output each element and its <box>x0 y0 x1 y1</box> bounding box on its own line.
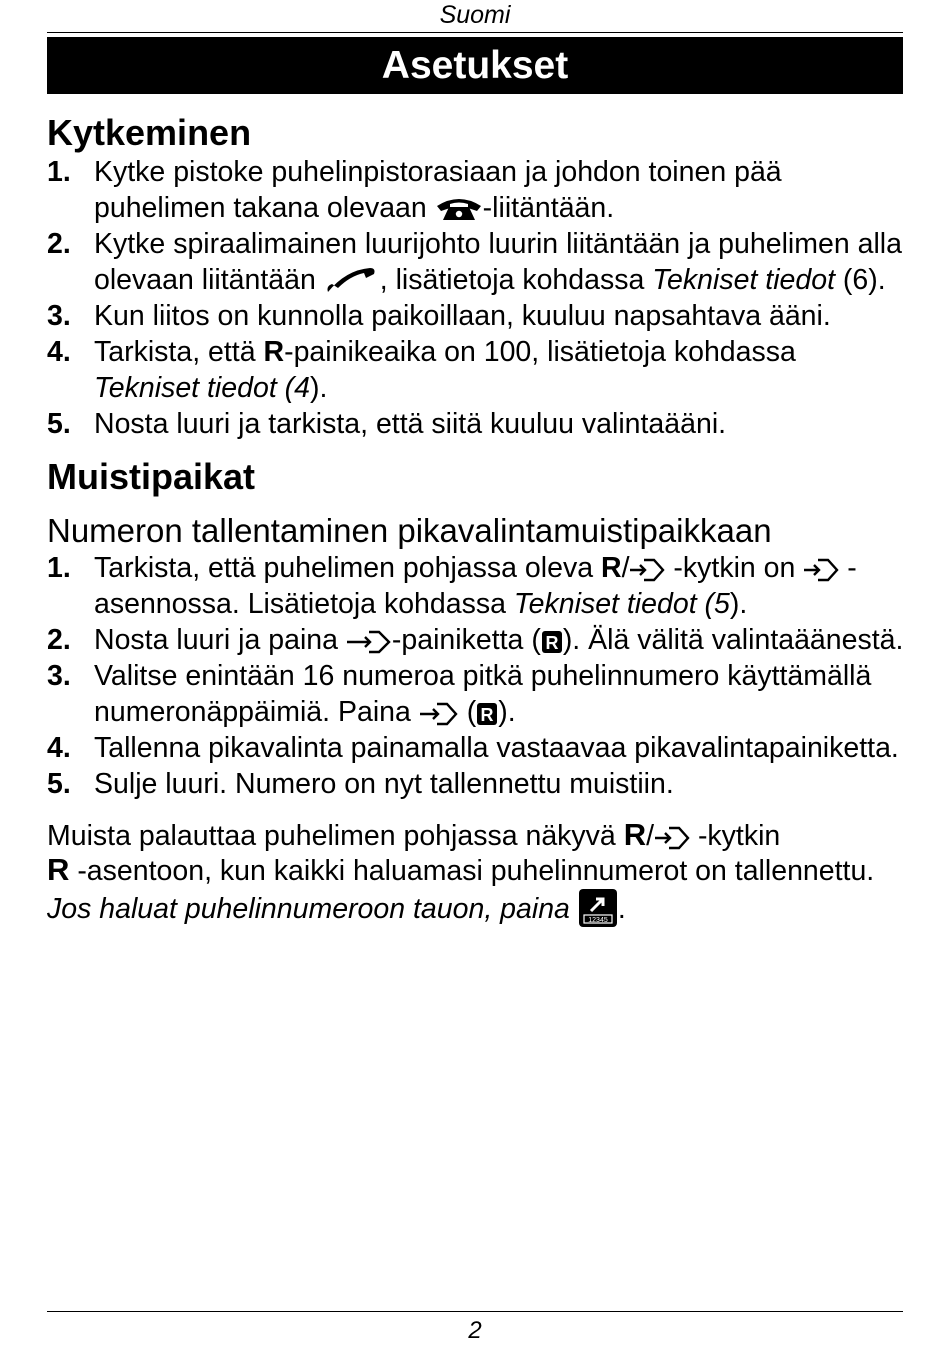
memory-store-icon <box>629 558 665 582</box>
r-key-icon <box>476 702 498 726</box>
muistipaikat-steps <box>47 550 907 802</box>
list-item <box>47 154 907 226</box>
step-number: 1. <box>47 156 71 188</box>
step-text-part: Kytke pistoke puhelinpistorasiaan ja johdon toinen pää puhelimen takana olevaan <box>94 156 782 224</box>
note-text: Jos haluat puhelinnumeroon tauon, paina <box>47 893 570 925</box>
note-text: Muista palauttaa puhelimen pohjassa näkyvä <box>47 820 616 852</box>
step-number: 2. <box>47 228 71 260</box>
list-item <box>47 622 907 658</box>
r-key-label: R <box>480 705 494 725</box>
kytkeminen-steps <box>47 154 907 442</box>
step-text <box>94 622 907 658</box>
list-item <box>47 766 907 802</box>
step-text-part: , lisätietoja kohdassa <box>379 264 645 296</box>
note-text: -kytkin <box>697 820 781 852</box>
step-text <box>94 226 907 298</box>
r-key-label: R <box>47 852 70 887</box>
handset-icon <box>324 268 380 294</box>
step-text-part: -asennossa. Lisätietoja kohdassa <box>94 552 857 620</box>
step-text-part: -painiketta ( <box>391 624 541 656</box>
step-text: Kun liitos on kunnolla paikoillaan, kuuluu napsahtava ääni. <box>94 300 831 332</box>
list-item <box>47 406 907 442</box>
reminder-note <box>47 818 907 888</box>
r-key-label: R <box>263 336 285 368</box>
telephone-icon <box>435 196 483 222</box>
step-text <box>94 658 907 730</box>
memory-store-icon <box>419 702 459 726</box>
reference-link: Tekniset tiedot (4 <box>94 372 310 404</box>
step-number: 4. <box>47 336 71 368</box>
step-text <box>94 334 907 406</box>
step-text-part: ). <box>310 372 328 404</box>
step-number: 4. <box>47 732 71 764</box>
step-text-part: Kytke spiraalimainen luurijohto luurin liitäntään ja puhelimen alla olevaan liitäntään <box>94 228 902 296</box>
section-heading-kytkeminen: Kytkeminen <box>47 112 252 153</box>
reference-link: Tekniset tiedot <box>652 264 835 296</box>
r-key-label: R <box>623 817 647 852</box>
r-key-label: R <box>545 633 559 653</box>
reference-link: Tekniset tiedot (5 <box>513 588 730 620</box>
step-number: 2. <box>47 624 71 656</box>
memory-store-icon <box>803 558 839 582</box>
list-item <box>47 550 907 622</box>
step-text-part: ). <box>729 588 748 620</box>
main-content <box>47 112 907 928</box>
list-item <box>47 334 907 406</box>
step-text-part: ( <box>466 696 477 728</box>
step-text: Nosta luuri ja tarkista, että siitä kuuluu valintaääni. <box>94 408 727 440</box>
step-number: 5. <box>47 768 71 800</box>
step-number: 1. <box>47 552 71 584</box>
step-text: Sulje luuri. Numero on nyt tallennettu muistiin. <box>94 768 674 800</box>
page-title: Asetukset <box>47 37 903 94</box>
slash: / <box>646 820 655 852</box>
step-text-part: ). Älä välitä valintaäänestä. <box>562 624 904 656</box>
step-text-part: -painikeaika on 100, lisätietoja kohdassa <box>284 336 796 368</box>
memory-store-icon <box>346 630 392 654</box>
page-number: 2 <box>47 1311 903 1348</box>
step-text <box>94 550 907 622</box>
slash: / <box>621 552 630 584</box>
step-text-part: -kytkin on <box>673 552 796 584</box>
pause-key-icon <box>578 888 618 928</box>
list-item <box>47 298 907 334</box>
list-item <box>47 658 907 730</box>
list-item <box>47 226 907 298</box>
step-text-part: Nosta luuri ja paina <box>94 624 338 656</box>
step-text-part: -liitäntään. <box>482 192 615 224</box>
step-number: 3. <box>47 300 71 332</box>
r-key-label: R <box>600 552 622 584</box>
memory-store-icon <box>654 826 690 850</box>
step-number: 3. <box>47 660 71 692</box>
step-text <box>94 154 907 226</box>
note-text: . <box>617 893 626 925</box>
list-item <box>47 730 907 766</box>
step-text-part: (6). <box>842 264 886 296</box>
page-language-header: Suomi <box>47 0 903 33</box>
step-text-part: Valitse enintään 16 numeroa pitkä puhelinnumero käyttämällä numeronäppäimiä. Paina <box>94 660 872 728</box>
step-text-part: Tarkista, että <box>94 336 256 368</box>
pause-note <box>47 888 907 928</box>
note-text: -asentoon, kun kaikki haluamasi puhelinnumerot on tallennettu. <box>77 855 875 887</box>
step-text: Tallenna pikavalinta painamalla vastaavaa pikavalintapainiketta. <box>94 732 899 764</box>
section-heading-muistipaikat: Muistipaikat <box>47 456 256 497</box>
pause-key-label: 12345 <box>588 917 608 924</box>
step-number: 5. <box>47 408 71 440</box>
r-key-icon <box>541 630 563 654</box>
subsection-heading: Numeron tallentaminen pikavalintamuistipaikkaan <box>47 512 772 549</box>
step-text-part: Tarkista, että puhelimen pohjassa oleva <box>94 552 594 584</box>
step-text-part: ). <box>498 696 516 728</box>
